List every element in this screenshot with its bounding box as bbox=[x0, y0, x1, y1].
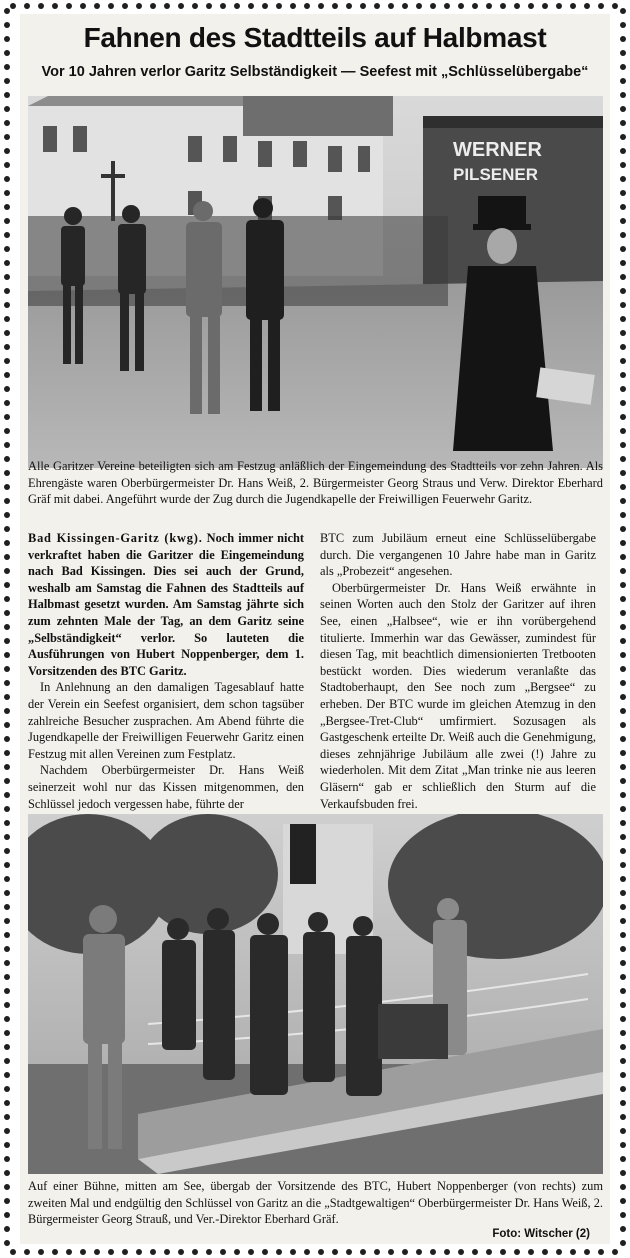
perforation-dot bbox=[416, 1249, 422, 1255]
perforation-dot bbox=[262, 3, 268, 9]
perforation-dot bbox=[620, 176, 626, 182]
perforation-dot bbox=[620, 78, 626, 84]
perforation-dot bbox=[122, 1249, 128, 1255]
perforation-dot bbox=[4, 176, 10, 182]
perforation-dot bbox=[620, 680, 626, 686]
perforation-dot bbox=[4, 652, 10, 658]
perforation-dot bbox=[4, 1114, 10, 1120]
perforation-dot bbox=[620, 1072, 626, 1078]
article-column-right bbox=[320, 530, 596, 812]
perforation-dot bbox=[4, 1184, 10, 1190]
perforation-dot bbox=[4, 750, 10, 756]
perforation-dot bbox=[620, 960, 626, 966]
perforation-dot bbox=[290, 3, 296, 9]
perforation-dot bbox=[234, 1249, 240, 1255]
perforation-dot bbox=[4, 64, 10, 70]
perforation-dot bbox=[620, 1030, 626, 1036]
perforation-dot bbox=[388, 3, 394, 9]
perforation-dot bbox=[108, 1249, 114, 1255]
procession-illustration bbox=[28, 96, 603, 468]
perforation-dot bbox=[4, 162, 10, 168]
perforation-dot bbox=[4, 974, 10, 980]
perforation-dot bbox=[612, 3, 618, 9]
perforation-dot bbox=[620, 260, 626, 266]
perforation-dot bbox=[598, 3, 604, 9]
perforation-dot bbox=[620, 232, 626, 238]
perforation-dot bbox=[276, 3, 282, 9]
perforation-dot bbox=[4, 36, 10, 42]
article-lead: Noch immer nicht verkraftet haben die Garitzer die Eingemeindung nach Bad Kissingen. Dies sei auch der Grund, weshalb am Samstag die Fahnen des Stadtteils auf Halbmast gesetzt wurden. Am Samstag jährte sich zum zehnten Male der Tag, an dem Garitz seine „Selbständigkeit“ verlor. So lauteten die Ausführungen von Hubert Noppenberger, dem 1. Vorsitzenden des BTC Garitz. bbox=[28, 531, 304, 678]
perforation-dot bbox=[4, 694, 10, 700]
perforation-dot bbox=[430, 1249, 436, 1255]
perforation-dot bbox=[620, 64, 626, 70]
perforation-dot bbox=[416, 3, 422, 9]
perforation-dot bbox=[4, 862, 10, 868]
perforation-dot bbox=[220, 3, 226, 9]
perforation-dot bbox=[620, 1226, 626, 1232]
perforation-dot bbox=[4, 666, 10, 672]
perforation-dot bbox=[620, 834, 626, 840]
perforation-dot bbox=[38, 1249, 44, 1255]
perforation-right bbox=[616, 0, 630, 1258]
perforation-dot bbox=[4, 890, 10, 896]
perforation-dot bbox=[4, 470, 10, 476]
perforation-dot bbox=[206, 3, 212, 9]
perforation-dot bbox=[4, 960, 10, 966]
photo1-caption: Alle Garitzer Vereine beteiligten sich am Festzug anläßlich der Eingemeindung des Stadtteils vor zehn Jahren. Als Ehrengäste waren Oberbürgermeister Dr. Hans Weiß, 2. Bürgermeister Georg Straus und Verw. Direktor Eberhard Gräf mit dabei. Angeführt wurde der Zug durch die Jugendkapelle der Freiwilligen Feuerwehr Garitz. bbox=[28, 459, 603, 506]
perforation-dot bbox=[38, 3, 44, 9]
perforation-dot bbox=[4, 1128, 10, 1134]
perforation-dot bbox=[10, 1249, 16, 1255]
perforation-dot bbox=[620, 736, 626, 742]
perforation-dot bbox=[620, 400, 626, 406]
perforation-dot bbox=[4, 512, 10, 518]
perforation-dot bbox=[192, 3, 198, 9]
perforation-dot bbox=[4, 106, 10, 112]
perforation-dot bbox=[500, 3, 506, 9]
perforation-dot bbox=[620, 862, 626, 868]
perforation-dot bbox=[360, 3, 366, 9]
perforation-dot bbox=[620, 470, 626, 476]
perforation-dot bbox=[444, 1249, 450, 1255]
perforation-dot bbox=[620, 330, 626, 336]
perforation-dot bbox=[620, 638, 626, 644]
perforation-dot bbox=[4, 848, 10, 854]
photo-credit: Foto: Witscher (2) bbox=[492, 1228, 590, 1240]
perforation-dot bbox=[620, 316, 626, 322]
perforation-dot bbox=[620, 414, 626, 420]
perforation-dot bbox=[4, 1030, 10, 1036]
perforation-dot bbox=[620, 792, 626, 798]
perforation-dot bbox=[430, 3, 436, 9]
perforation-dot bbox=[290, 1249, 296, 1255]
perforation-dot bbox=[4, 764, 10, 770]
perforation-dot bbox=[620, 22, 626, 28]
perforation-dot bbox=[4, 988, 10, 994]
perforation-dot bbox=[620, 36, 626, 42]
perforation-dot bbox=[4, 134, 10, 140]
perforation-dot bbox=[4, 582, 10, 588]
photo2-caption: Auf einer Bühne, mitten am See, übergab der Vorsitzende des BTC, Hubert Noppenberger (von rechts) zum zweiten Mal und endgültig den Schlüssel von Garitz an die „Stadtgewaltigen“ Oberbürgermeister Dr. Hans Weiß, 2. Bürgermeister Georg Strauß, und Ver.-Direktor Eberhard Gräf. bbox=[28, 1179, 603, 1226]
perforation-dot bbox=[620, 218, 626, 224]
perforation-dot bbox=[4, 78, 10, 84]
perforation-dot bbox=[584, 1249, 590, 1255]
perforation-dot bbox=[620, 386, 626, 392]
perforation-dot bbox=[620, 540, 626, 546]
perforation-dot bbox=[4, 778, 10, 784]
truck-sign-pilsener: PILSENER bbox=[453, 165, 539, 184]
perforation-dot bbox=[620, 988, 626, 994]
perforation-dot bbox=[620, 1142, 626, 1148]
perforation-dot bbox=[178, 1249, 184, 1255]
perforation-dot bbox=[4, 190, 10, 196]
perforation-dot bbox=[620, 204, 626, 210]
perforation-dot bbox=[620, 1044, 626, 1050]
perforation-dot bbox=[514, 1249, 520, 1255]
article-column-left bbox=[28, 530, 304, 812]
perforation-dot bbox=[164, 1249, 170, 1255]
perforation-dot bbox=[620, 148, 626, 154]
perforation-dot bbox=[486, 3, 492, 9]
perforation-dot bbox=[4, 610, 10, 616]
perforation-dot bbox=[620, 848, 626, 854]
perforation-dot bbox=[4, 568, 10, 574]
perforation-dot bbox=[620, 1170, 626, 1176]
perforation-dot bbox=[52, 1249, 58, 1255]
perforation-dot bbox=[304, 3, 310, 9]
perforation-dot bbox=[620, 554, 626, 560]
perforation-dot bbox=[620, 918, 626, 924]
perforation-dot bbox=[620, 876, 626, 882]
perforation-dot bbox=[4, 358, 10, 364]
perforation-dot bbox=[620, 666, 626, 672]
perforation-dot bbox=[4, 1058, 10, 1064]
perforation-dot bbox=[620, 890, 626, 896]
perforation-dot bbox=[4, 344, 10, 350]
perforation-dot bbox=[4, 1212, 10, 1218]
perforation-dot bbox=[94, 1249, 100, 1255]
perforation-dot bbox=[620, 624, 626, 630]
perforation-dot bbox=[612, 1249, 618, 1255]
perforation-dot bbox=[4, 806, 10, 812]
perforation-dot bbox=[136, 1249, 142, 1255]
perforation-dot bbox=[4, 554, 10, 560]
perforation-dot bbox=[262, 1249, 268, 1255]
perforation-dot bbox=[4, 1086, 10, 1092]
perforation-dot bbox=[620, 484, 626, 490]
perforation-dot bbox=[318, 3, 324, 9]
perforation-dot bbox=[620, 428, 626, 434]
perforation-dot bbox=[620, 246, 626, 252]
perforation-dot bbox=[570, 1249, 576, 1255]
perforation-dot bbox=[4, 442, 10, 448]
perforation-dot bbox=[620, 1058, 626, 1064]
perforation-dot bbox=[318, 1249, 324, 1255]
perforation-dot bbox=[598, 1249, 604, 1255]
perforation-dot bbox=[620, 526, 626, 532]
perforation-dot bbox=[4, 498, 10, 504]
perforation-dot bbox=[4, 932, 10, 938]
perforation-dot bbox=[220, 1249, 226, 1255]
perforation-dot bbox=[108, 3, 114, 9]
perforation-dot bbox=[4, 904, 10, 910]
perforation-dot bbox=[4, 680, 10, 686]
perforation-dot bbox=[4, 1072, 10, 1078]
perforation-dot bbox=[620, 456, 626, 462]
perforation-dot bbox=[620, 694, 626, 700]
perforation-dot bbox=[620, 274, 626, 280]
perforation-dot bbox=[4, 456, 10, 462]
perforation-dot bbox=[80, 3, 86, 9]
perforation-dot bbox=[248, 1249, 254, 1255]
perforation-dot bbox=[620, 106, 626, 112]
perforation-dot bbox=[4, 624, 10, 630]
perforation-dot bbox=[4, 736, 10, 742]
perforation-dot bbox=[388, 1249, 394, 1255]
perforation-dot bbox=[4, 1002, 10, 1008]
perforation-dot bbox=[4, 876, 10, 882]
perforation-dot bbox=[4, 1156, 10, 1162]
perforation-dot bbox=[66, 1249, 72, 1255]
perforation-dot bbox=[620, 750, 626, 756]
perforation-dot bbox=[332, 3, 338, 9]
perforation-dot bbox=[620, 582, 626, 588]
perforation-dot bbox=[620, 1002, 626, 1008]
perforation-dot bbox=[4, 414, 10, 420]
perforation-dot bbox=[584, 3, 590, 9]
article-paragraph-4: Oberbürgermeister Dr. Hans Weiß erwähnte in seinen Worten auch den Stolz der Garitzer auf ihren See, einen „Halbsee“, wie er ihn vorübergehend titulierte. Immerhin war das Gewässer, zumindest für diesen Tag, mit beachtlich dimensionierten Tretbooten bestückt worden. Dies wiederum veranlaßte das Stadtoberhaupt, den See noch zum „Bergsee“ zu erheben. Der BTC wurde im gleichen Atemzug in den „Bergsee-Tret-Club“ umfirmiert. Sozusagen als Gastgeschenk erteilte Dr. Weiß auch die Genehmigung, dieses zehnjährige Jubiläum alle zwei (!) Jahre zu wiederholen. Mit dem Zitat „Man trinke nie aus leeren Gläsern“ gab er schließlich den Sturm auf die Verkaufsbuden frei. bbox=[320, 580, 596, 811]
perforation-dot bbox=[620, 1184, 626, 1190]
perforation-dot bbox=[4, 316, 10, 322]
perforation-dot bbox=[4, 218, 10, 224]
perforation-dot bbox=[234, 3, 240, 9]
perforation-dot bbox=[444, 3, 450, 9]
perforation-dot bbox=[248, 3, 254, 9]
perforation-dot bbox=[4, 1016, 10, 1022]
perforation-dot bbox=[374, 1249, 380, 1255]
perforation-dot bbox=[4, 820, 10, 826]
perforation-dot bbox=[528, 3, 534, 9]
perforation-dot bbox=[4, 50, 10, 56]
perforation-dot bbox=[620, 120, 626, 126]
perforation-dot bbox=[486, 1249, 492, 1255]
perforation-dot bbox=[4, 232, 10, 238]
perforation-dot bbox=[4, 92, 10, 98]
perforation-dot bbox=[620, 764, 626, 770]
perforation-dot bbox=[620, 512, 626, 518]
perforation-dot bbox=[4, 1226, 10, 1232]
perforation-dot bbox=[620, 1128, 626, 1134]
perforation-dot bbox=[620, 372, 626, 378]
perforation-dot bbox=[620, 190, 626, 196]
perforation-dot bbox=[472, 3, 478, 9]
photo-key-handover bbox=[28, 814, 603, 1174]
perforation-dot bbox=[4, 1100, 10, 1106]
perforation-dot bbox=[620, 778, 626, 784]
perforation-dot bbox=[150, 1249, 156, 1255]
perforation-dot bbox=[4, 148, 10, 154]
perforation-dot bbox=[556, 1249, 562, 1255]
perforation-dot bbox=[4, 120, 10, 126]
perforation-bottom bbox=[0, 1246, 630, 1258]
perforation-dot bbox=[360, 1249, 366, 1255]
perforation-dot bbox=[52, 3, 58, 9]
perforation-dot bbox=[620, 1212, 626, 1218]
perforation-dot bbox=[402, 3, 408, 9]
perforation-dot bbox=[4, 260, 10, 266]
perforation-dot bbox=[4, 596, 10, 602]
perforation-dot bbox=[4, 918, 10, 924]
perforation-dot bbox=[4, 1044, 10, 1050]
perforation-left bbox=[0, 0, 14, 1258]
perforation-dot bbox=[206, 1249, 212, 1255]
perforation-dot bbox=[4, 302, 10, 308]
perforation-dot bbox=[4, 204, 10, 210]
perforation-dot bbox=[304, 1249, 310, 1255]
perforation-dot bbox=[4, 834, 10, 840]
perforation-dot bbox=[164, 3, 170, 9]
perforation-dot bbox=[4, 946, 10, 952]
perforation-dot bbox=[4, 540, 10, 546]
perforation-dot bbox=[4, 638, 10, 644]
perforation-dot bbox=[4, 526, 10, 532]
perforation-dot bbox=[620, 162, 626, 168]
perforation-dot bbox=[620, 1016, 626, 1022]
perforation-dot bbox=[620, 288, 626, 294]
perforation-dot bbox=[620, 302, 626, 308]
perforation-dot bbox=[620, 708, 626, 714]
perforation-dot bbox=[620, 498, 626, 504]
perforation-dot bbox=[4, 22, 10, 28]
perforation-dot bbox=[542, 3, 548, 9]
perforation-dot bbox=[150, 3, 156, 9]
perforation-dot bbox=[332, 1249, 338, 1255]
perforation-dot bbox=[66, 3, 72, 9]
perforation-dot bbox=[192, 1249, 198, 1255]
perforation-dot bbox=[458, 1249, 464, 1255]
perforation-dot bbox=[620, 1086, 626, 1092]
perforation-dot bbox=[4, 1170, 10, 1176]
perforation-dot bbox=[4, 484, 10, 490]
perforation-dot bbox=[620, 1156, 626, 1162]
photo-procession bbox=[28, 96, 603, 468]
perforation-dot bbox=[620, 1100, 626, 1106]
perforation-dot bbox=[620, 806, 626, 812]
perforation-dot bbox=[4, 400, 10, 406]
article-paragraph-3-continued: BTC zum Jubiläum erneut eine Schlüsselübergabe durch. Die vergangenen 10 Jahre habe man in Garitz als „Probezeit“ angesehen. bbox=[320, 531, 596, 579]
perforation-dot bbox=[528, 1249, 534, 1255]
perforation-dot bbox=[570, 3, 576, 9]
perforation-dot bbox=[402, 1249, 408, 1255]
perforation-dot bbox=[4, 274, 10, 280]
perforation-dot bbox=[556, 3, 562, 9]
perforation-dot bbox=[500, 1249, 506, 1255]
perforation-dot bbox=[4, 330, 10, 336]
perforation-dot bbox=[620, 610, 626, 616]
perforation-dot bbox=[620, 1198, 626, 1204]
perforation-dot bbox=[178, 3, 184, 9]
article-paragraph-2: In Anlehnung an den damaligen Tagesablauf hatte der Verein ein Seefest organisiert, dem schon tagsüber zahlreiche Besucher zusprachen. Am Abend führte die Jugendkapelle der Freiwilligen Feuerwehr Garitz einen Festzug mit allen Vereinen zum Festplatz. bbox=[28, 680, 304, 761]
article-paragraph-3: Nachdem Oberbürgermeister Dr. Hans Weiß seinerzeit wohl nur das Kissen mitgenommen, den Schlüssel jedoch vergessen habe, führte der bbox=[28, 763, 304, 811]
perforation-top bbox=[0, 0, 630, 12]
perforation-dot bbox=[620, 92, 626, 98]
perforation-dot bbox=[620, 820, 626, 826]
perforation-dot bbox=[620, 358, 626, 364]
perforation-dot bbox=[24, 1249, 30, 1255]
perforation-dot bbox=[620, 442, 626, 448]
perforation-dot bbox=[4, 428, 10, 434]
perforation-dot bbox=[374, 3, 380, 9]
perforation-dot bbox=[122, 3, 128, 9]
perforation-dot bbox=[620, 722, 626, 728]
perforation-dot bbox=[620, 946, 626, 952]
perforation-dot bbox=[4, 722, 10, 728]
perforation-dot bbox=[458, 3, 464, 9]
perforation-dot bbox=[4, 1198, 10, 1204]
article-headline: Fahnen des Stadtteils auf Halbmast bbox=[83, 22, 547, 53]
article-subheadline: Vor 10 Jahren verlor Garitz Selbständigkeit — Seefest mit „Schlüsselübergabe“ bbox=[41, 64, 589, 80]
perforation-dot bbox=[620, 974, 626, 980]
perforation-dot bbox=[4, 1142, 10, 1148]
perforation-dot bbox=[276, 1249, 282, 1255]
perforation-dot bbox=[472, 1249, 478, 1255]
perforation-dot bbox=[136, 3, 142, 9]
perforation-dot bbox=[94, 3, 100, 9]
article-dateline: Bad Kissingen-Garitz (kwg). bbox=[28, 531, 203, 545]
perforation-dot bbox=[620, 134, 626, 140]
perforation-dot bbox=[80, 1249, 86, 1255]
perforation-dot bbox=[4, 372, 10, 378]
perforation-dot bbox=[620, 652, 626, 658]
newspaper-clipping bbox=[20, 14, 610, 1244]
stage-illustration bbox=[28, 814, 603, 1174]
perforation-dot bbox=[620, 1114, 626, 1120]
perforation-dot bbox=[542, 1249, 548, 1255]
perforation-dot bbox=[4, 708, 10, 714]
perforation-dot bbox=[620, 596, 626, 602]
perforation-dot bbox=[620, 50, 626, 56]
perforation-dot bbox=[620, 344, 626, 350]
perforation-dot bbox=[620, 904, 626, 910]
perforation-dot bbox=[346, 1249, 352, 1255]
perforation-dot bbox=[4, 246, 10, 252]
perforation-dot bbox=[620, 568, 626, 574]
perforation-dot bbox=[4, 792, 10, 798]
perforation-dot bbox=[4, 386, 10, 392]
perforation-dot bbox=[4, 288, 10, 294]
truck-sign-werner: WERNER bbox=[453, 139, 542, 161]
perforation-dot bbox=[346, 3, 352, 9]
perforation-dot bbox=[620, 932, 626, 938]
perforation-dot bbox=[10, 3, 16, 9]
perforation-dot bbox=[24, 3, 30, 9]
perforation-dot bbox=[514, 3, 520, 9]
